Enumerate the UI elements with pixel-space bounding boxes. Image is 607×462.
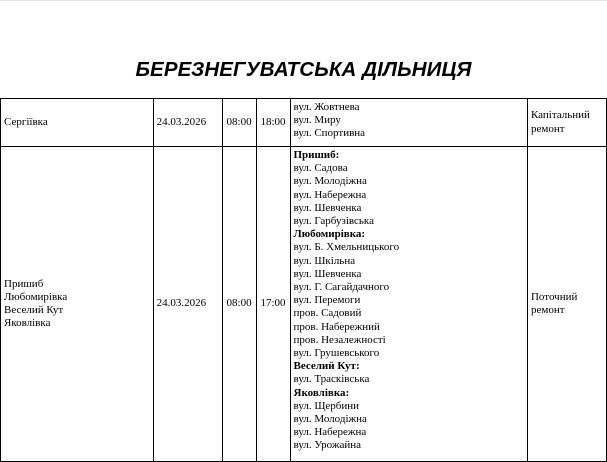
street-name: вул. Набережна: [293, 188, 367, 201]
street-name: вул. Шкільна: [293, 254, 356, 267]
street-name: вул. Спортивна: [293, 127, 366, 140]
locality-name: Сергіївка: [4, 115, 48, 128]
locality-cell: [1, 99, 154, 147]
top-rule: [0, 0, 607, 1]
street-name: вул. Урожайна: [293, 439, 362, 452]
page-title: БЕРЕЗНЕГУВАТСЬКА ДІЛЬНИЦЯ: [135, 58, 472, 81]
street-name: вул. Б. Хмельницького: [293, 241, 400, 254]
start-time-cell: 08:00: [222, 99, 256, 147]
street-name: пров. Незалежності: [293, 333, 386, 346]
street-name: вул. Г. Сагайдачного: [293, 281, 390, 294]
work-type-line: Поточний: [530, 290, 578, 303]
table-row: [1, 99, 607, 147]
locality-name: Любомирівка: [4, 290, 68, 303]
locality-group-title: Пришиб:: [293, 149, 340, 161]
street-name: вул. Молодіжна: [293, 175, 367, 188]
date-cell: 24.03.2026: [153, 147, 222, 462]
street-name: вул. Садова: [293, 162, 348, 175]
street-name: вул. Жовтнева: [293, 101, 360, 113]
street-name: вул. Молодіжна: [293, 413, 367, 426]
work-type-cell: [527, 147, 606, 462]
work-type-line: ремонт: [530, 304, 565, 316]
table-row: [1, 147, 607, 462]
work-type-line: ремонт: [530, 122, 565, 135]
street-name: вул. Миру: [293, 114, 341, 127]
street-name: вул. Щербини: [293, 399, 360, 412]
start-time-cell: 08:00: [222, 147, 256, 462]
locality-group-title: Любомирівка:: [293, 228, 366, 241]
locality-name: Пришиб: [4, 277, 44, 290]
end-time-cell: 17:00: [256, 147, 290, 462]
date-cell: 24.03.2026: [153, 99, 222, 147]
street-name: вул. Трасківська: [293, 373, 370, 386]
street-name: вул. Шевченка: [293, 267, 362, 280]
locality-group-title: Веселий Кут:: [293, 360, 360, 373]
street-name: вул. Гарбузівська: [293, 215, 374, 228]
work-type-cell: [527, 99, 606, 147]
end-time-cell: 18:00: [256, 99, 290, 147]
locality-name: Яковлівка: [4, 317, 51, 330]
street-name: пров. Садовий: [293, 307, 362, 320]
street-name: вул. Набережна: [293, 426, 367, 439]
streets-cell: [290, 99, 527, 147]
locality-group-title: Яковлівка:: [293, 386, 350, 399]
locality-cell: [1, 147, 154, 462]
street-name: вул. Грушевського: [293, 347, 380, 360]
street-name: пров. Набережний: [293, 320, 380, 333]
locality-name: Веселий Кут: [4, 304, 64, 316]
work-type-line: Капітальний: [530, 109, 590, 122]
schedule-rows: [1, 99, 607, 462]
streets-cell: [290, 147, 527, 462]
street-name: вул. Перемоги: [293, 294, 361, 307]
schedule-table: [0, 98, 607, 462]
street-name: вул. Шевченка: [293, 201, 362, 214]
